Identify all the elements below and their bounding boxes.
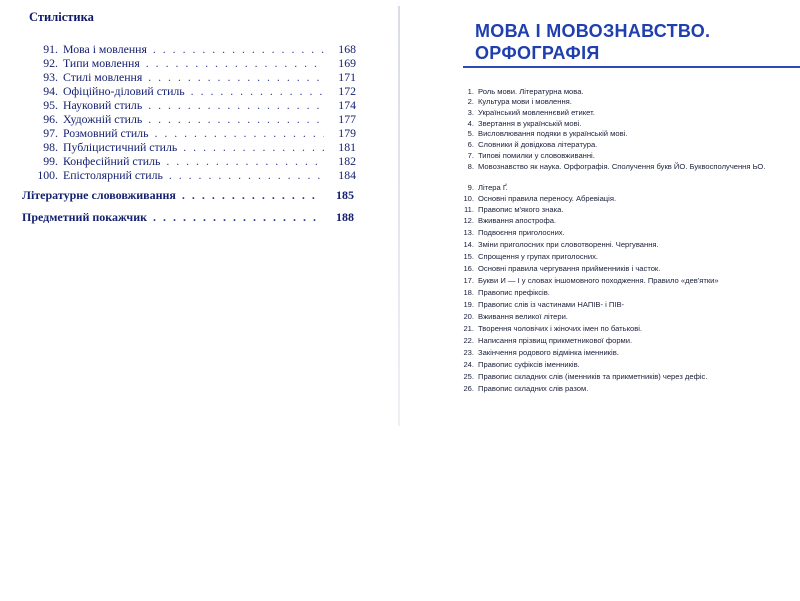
topic-number: 19. <box>463 300 474 309</box>
topic-item <box>459 140 799 149</box>
toc-entry-number: 94. <box>43 84 58 98</box>
toc-entry <box>24 85 356 99</box>
toc-entry-title: Типи мовлення <box>63 56 140 70</box>
toc-entry <box>24 99 356 113</box>
topic-number: 21. <box>463 324 474 333</box>
toc-entry-page: 184 <box>338 168 356 182</box>
topic-number: 23. <box>463 348 474 357</box>
toc-heading: Стилістика <box>29 10 94 24</box>
topic-item <box>459 216 799 225</box>
topic-text: Типові помилки у слововживанні. <box>478 151 595 160</box>
right-page <box>395 0 800 601</box>
toc-entry-number: 99. <box>43 154 58 168</box>
toc-entry <box>24 71 356 85</box>
toc-entry-page: 172 <box>338 84 356 98</box>
topic-item <box>459 324 799 333</box>
toc-section-title: Літературне слововживання <box>22 188 176 202</box>
topic-number: 11. <box>464 205 474 214</box>
toc-entry <box>24 155 356 169</box>
toc-entry-number: 92. <box>43 56 58 70</box>
topic-text: Творення чоловічих і жіночих імен по батькові. <box>478 324 643 333</box>
topic-number: 13. <box>463 228 474 237</box>
topic-text: Словники й довідкова література. <box>478 140 598 149</box>
dot-leader <box>153 42 324 57</box>
topic-number: 14. <box>463 240 474 249</box>
topic-item <box>459 97 799 106</box>
topic-item <box>459 288 799 297</box>
toc-entry <box>24 43 356 57</box>
topic-item <box>459 87 799 96</box>
topic-text: Спрощення у групах приголосних. <box>478 252 599 261</box>
toc-entry-title: Художній стиль <box>63 112 143 126</box>
topic-number: 9. <box>467 183 474 192</box>
topic-number: 7. <box>467 151 474 160</box>
topic-number: 25. <box>463 372 474 381</box>
topic-item <box>459 205 799 214</box>
toc-entry-number: 95. <box>43 98 58 112</box>
toc-entry-page: 169 <box>338 56 356 70</box>
toc-entry-number: 91. <box>43 42 58 56</box>
dot-leader <box>148 98 324 113</box>
topic-item <box>459 276 799 285</box>
toc-section-page: 185 <box>336 188 354 202</box>
topic-text: Висловлювання подяки в українській мові. <box>478 129 628 138</box>
topic-number: 2. <box>467 97 474 106</box>
topic-text: Звертання в українській мові. <box>478 119 582 128</box>
topic-text: Вживання великої літери. <box>478 312 568 321</box>
topic-item <box>459 108 799 117</box>
chapter-title-line-2: ОРФОГРАФІЯ <box>475 43 600 63</box>
toc-entry-page: 168 <box>338 42 356 56</box>
topic-number: 10. <box>463 194 474 203</box>
topic-text: Правопис суфіксів іменників. <box>478 360 580 369</box>
toc-section-title: Предметний покажчик <box>22 210 148 224</box>
topic-number: 1. <box>467 87 474 96</box>
topic-text: Написання прізвищ прикметникової форми. <box>478 336 633 345</box>
topic-number: 8. <box>467 162 474 171</box>
topic-number: 22. <box>463 336 474 345</box>
toc-entry-page: 179 <box>338 126 356 140</box>
topic-item <box>459 336 799 345</box>
topic-text: Зміни приголосних при словотворенні. Чергування. <box>478 240 659 249</box>
toc-entry-title: Стилі мовлення <box>63 70 143 84</box>
toc-entry <box>24 57 356 71</box>
chapter-title-line-1: МОВА І МОВОЗНАВСТВО. <box>475 21 711 41</box>
topic-item <box>459 348 799 357</box>
topic-number: 5. <box>467 129 474 138</box>
topic-text: Основні правила переносу. Абревіація. <box>478 194 617 203</box>
toc-entry-page: 181 <box>338 140 356 154</box>
toc-entry-page: 171 <box>338 70 356 84</box>
dot-leader <box>182 188 322 203</box>
topic-number: 12. <box>463 216 474 225</box>
toc-entry-number: 97. <box>43 126 58 140</box>
toc-entry-title: Мова і мовлення <box>63 42 147 56</box>
topic-text: Правопис слів із частинами НАПІВ- і ПІВ- <box>478 300 625 309</box>
dot-leader <box>153 210 322 225</box>
toc-entry-title: Публіцистичний стиль <box>63 140 178 154</box>
dot-leader <box>191 84 324 99</box>
topic-item <box>459 300 799 309</box>
toc-entry-title: Розмовний стиль <box>63 126 149 140</box>
topic-item <box>459 129 799 138</box>
topic-text: Роль мови. Літературна мова. <box>478 87 584 96</box>
topic-item <box>459 162 799 171</box>
toc-entry-number: 93. <box>43 70 58 84</box>
topic-item <box>459 372 799 381</box>
toc-entry-number: 98. <box>43 140 58 154</box>
topic-item <box>459 119 799 128</box>
topic-number: 15. <box>463 252 474 261</box>
toc-entry <box>24 113 356 127</box>
topic-text: Літера Ґ. <box>478 183 508 192</box>
topic-item <box>459 252 799 261</box>
toc-entry <box>24 127 356 141</box>
topic-number: 24. <box>463 360 474 369</box>
toc-entry-number: 100. <box>37 168 58 182</box>
toc-entry-page: 174 <box>338 98 356 112</box>
topic-item <box>459 360 799 369</box>
topic-text: Правопис м'якого знака. <box>478 205 564 214</box>
topic-number: 3. <box>467 108 474 117</box>
dot-leader <box>148 112 324 127</box>
toc-section <box>22 189 354 203</box>
toc-entry-page: 177 <box>338 112 356 126</box>
topic-number: 4. <box>467 119 474 128</box>
topic-number: 26. <box>463 384 474 393</box>
toc-entry-page: 182 <box>338 154 356 168</box>
topic-item <box>459 264 799 273</box>
toc-section <box>22 211 354 225</box>
topic-number: 20. <box>463 312 474 321</box>
topic-item <box>459 183 799 192</box>
topic-item <box>459 194 799 203</box>
toc-section-page: 188 <box>336 210 354 224</box>
toc-entry-title: Конфесійний стиль <box>63 154 161 168</box>
topic-text: Вживання апострофа. <box>478 216 557 225</box>
topic-text: Подвоєння приголосних. <box>478 228 565 237</box>
toc-entry-title: Науковий стиль <box>63 98 143 112</box>
dot-leader <box>166 154 324 169</box>
topic-item <box>459 240 799 249</box>
topic-text: Український мовленнєвий етикет. <box>478 108 595 117</box>
topic-text: Культура мови і мовлення. <box>478 97 572 106</box>
topic-text: Правопис префіксів. <box>478 288 550 297</box>
dot-leader <box>183 140 324 155</box>
topic-text: Мовознавство як наука. Орфографія. Сполучення букв ЙО. Буквосполучення ЬО. <box>478 162 766 171</box>
topic-number: 6. <box>467 140 474 149</box>
topic-item <box>459 384 799 393</box>
toc-entry-title: Епістолярний стиль <box>63 168 163 182</box>
topic-number: 18. <box>463 288 474 297</box>
toc-entry-number: 96. <box>43 112 58 126</box>
toc-entry <box>24 169 356 183</box>
topic-text: Основні правила чергування прийменників і часток. <box>478 264 661 273</box>
dot-leader <box>154 126 324 141</box>
topic-text: Правопис складних слів (іменників та прикметників) через дефіс. <box>478 372 708 381</box>
dot-leader <box>148 70 324 85</box>
dot-leader <box>169 168 324 183</box>
topic-text: Букви И — І у словах іншомовного походження. Правило «дев'ятки» <box>478 276 719 285</box>
dot-leader <box>146 56 324 71</box>
topic-item <box>459 228 799 237</box>
topic-item <box>459 312 799 321</box>
topic-number: 16. <box>463 264 474 273</box>
topic-item <box>459 151 799 160</box>
topic-number: 17. <box>463 276 474 285</box>
left-page <box>0 0 395 601</box>
toc-entry <box>24 141 356 155</box>
topic-text: Правопис складних слів разом. <box>478 384 589 393</box>
chapter-title <box>475 20 785 64</box>
toc-entry-title: Офіційно-діловий стиль <box>63 84 185 98</box>
title-underline <box>463 66 800 68</box>
topic-text: Закінчення родового відмінка іменників. <box>478 348 619 357</box>
